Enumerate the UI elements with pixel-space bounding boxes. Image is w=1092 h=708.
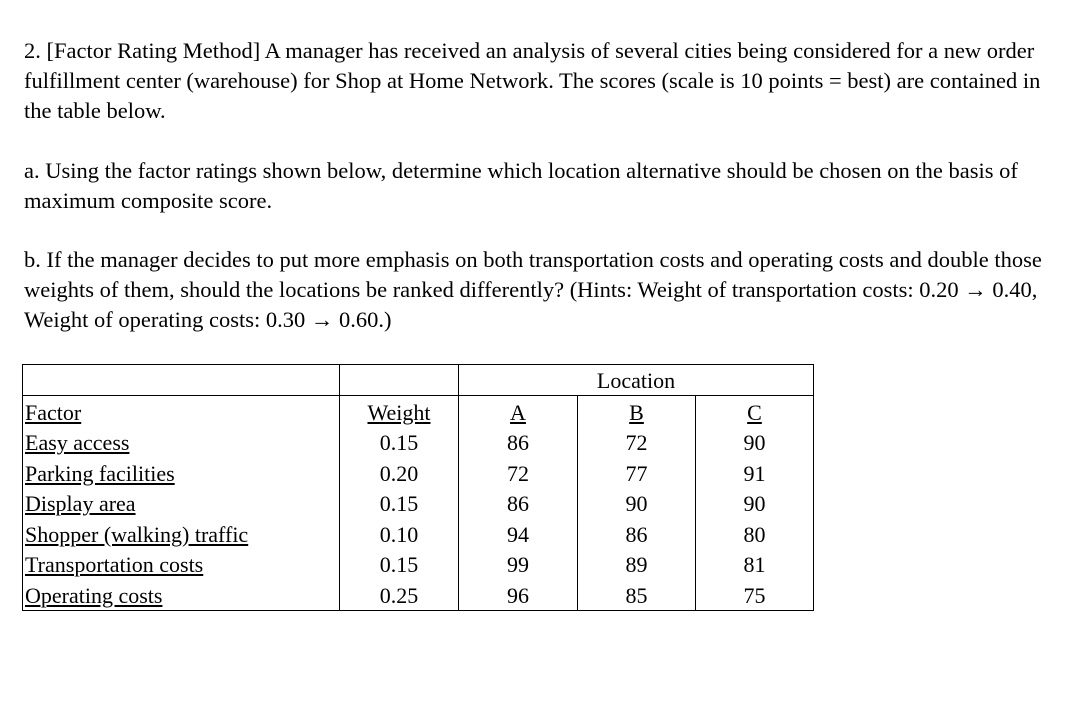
- score-a-cell: 94: [459, 518, 578, 549]
- factor-column-header: Factor: [25, 399, 82, 425]
- problem-intro: 2. [Factor Rating Method] A manager has received an analysis of several cities being considered for a new order fulfillment center (warehouse) for Shop at Home Network. The scores (scale is 10 points = best) are contained in the table below.: [24, 38, 1041, 123]
- score-a-cell: 86: [459, 488, 578, 519]
- score-c-cell: 75: [696, 579, 814, 610]
- table-empty-cell: [23, 365, 340, 396]
- table-row: [23, 549, 814, 580]
- weight-cell: 0.15: [340, 488, 459, 519]
- score-b-cell: 85: [578, 579, 696, 610]
- factor-cell: Shopper (walking) traffic: [25, 521, 249, 547]
- score-b-cell: 77: [578, 457, 696, 488]
- weight-cell: 0.15: [340, 549, 459, 580]
- factor-cell: Parking facilities: [25, 460, 175, 486]
- score-a-cell: 96: [459, 579, 578, 610]
- weight-cell: 0.25: [340, 579, 459, 610]
- location-c-column-header: C: [747, 399, 762, 425]
- location-a-column-header: A: [510, 399, 526, 425]
- score-b-cell: 72: [578, 427, 696, 458]
- table-row: [23, 457, 814, 488]
- score-b-cell: 90: [578, 488, 696, 519]
- score-c-cell: 91: [696, 457, 814, 488]
- table-row: [23, 488, 814, 519]
- score-c-cell: 90: [696, 488, 814, 519]
- table-group-header-row: [23, 365, 814, 396]
- table-row: [23, 579, 814, 610]
- weight-column-header: Weight: [367, 399, 431, 425]
- problem-part-b: b. If the manager decides to put more emphasis on both transportation costs and operating costs and double those weights of them, should the locations be ranked differently? (Hints: Weight of transportation costs: 0.20 → 0.40, Weight of operating costs: 0.30 → 0.60.): [24, 247, 1042, 332]
- score-a-cell: 86: [459, 427, 578, 458]
- factor-cell: Display area: [25, 491, 136, 516]
- score-a-cell: 99: [459, 549, 578, 580]
- score-c-cell: 90: [696, 427, 814, 458]
- score-b-cell: 86: [578, 518, 696, 549]
- score-a-cell: 72: [459, 457, 578, 488]
- problem-part-a: a. Using the factor ratings shown below, determine which location alternative should be chosen on the basis of maximum composite score.: [24, 158, 1018, 213]
- score-c-cell: 80: [696, 518, 814, 549]
- weight-cell: 0.10: [340, 518, 459, 549]
- weight-cell: 0.15: [340, 427, 459, 458]
- score-b-cell: 89: [578, 549, 696, 580]
- location-group-header: Location: [459, 365, 814, 396]
- location-b-column-header: B: [629, 399, 644, 425]
- factor-cell: Easy access: [25, 430, 130, 455]
- factor-rating-table: [22, 364, 814, 611]
- table-empty-cell: [340, 365, 459, 396]
- weight-cell: 0.20: [340, 457, 459, 488]
- table-header-row: [23, 396, 814, 427]
- factor-cell: Transportation costs: [25, 552, 204, 577]
- table-row: [23, 518, 814, 549]
- table-row: [23, 427, 814, 458]
- score-c-cell: 81: [696, 549, 814, 580]
- factor-cell: Operating costs: [25, 582, 163, 608]
